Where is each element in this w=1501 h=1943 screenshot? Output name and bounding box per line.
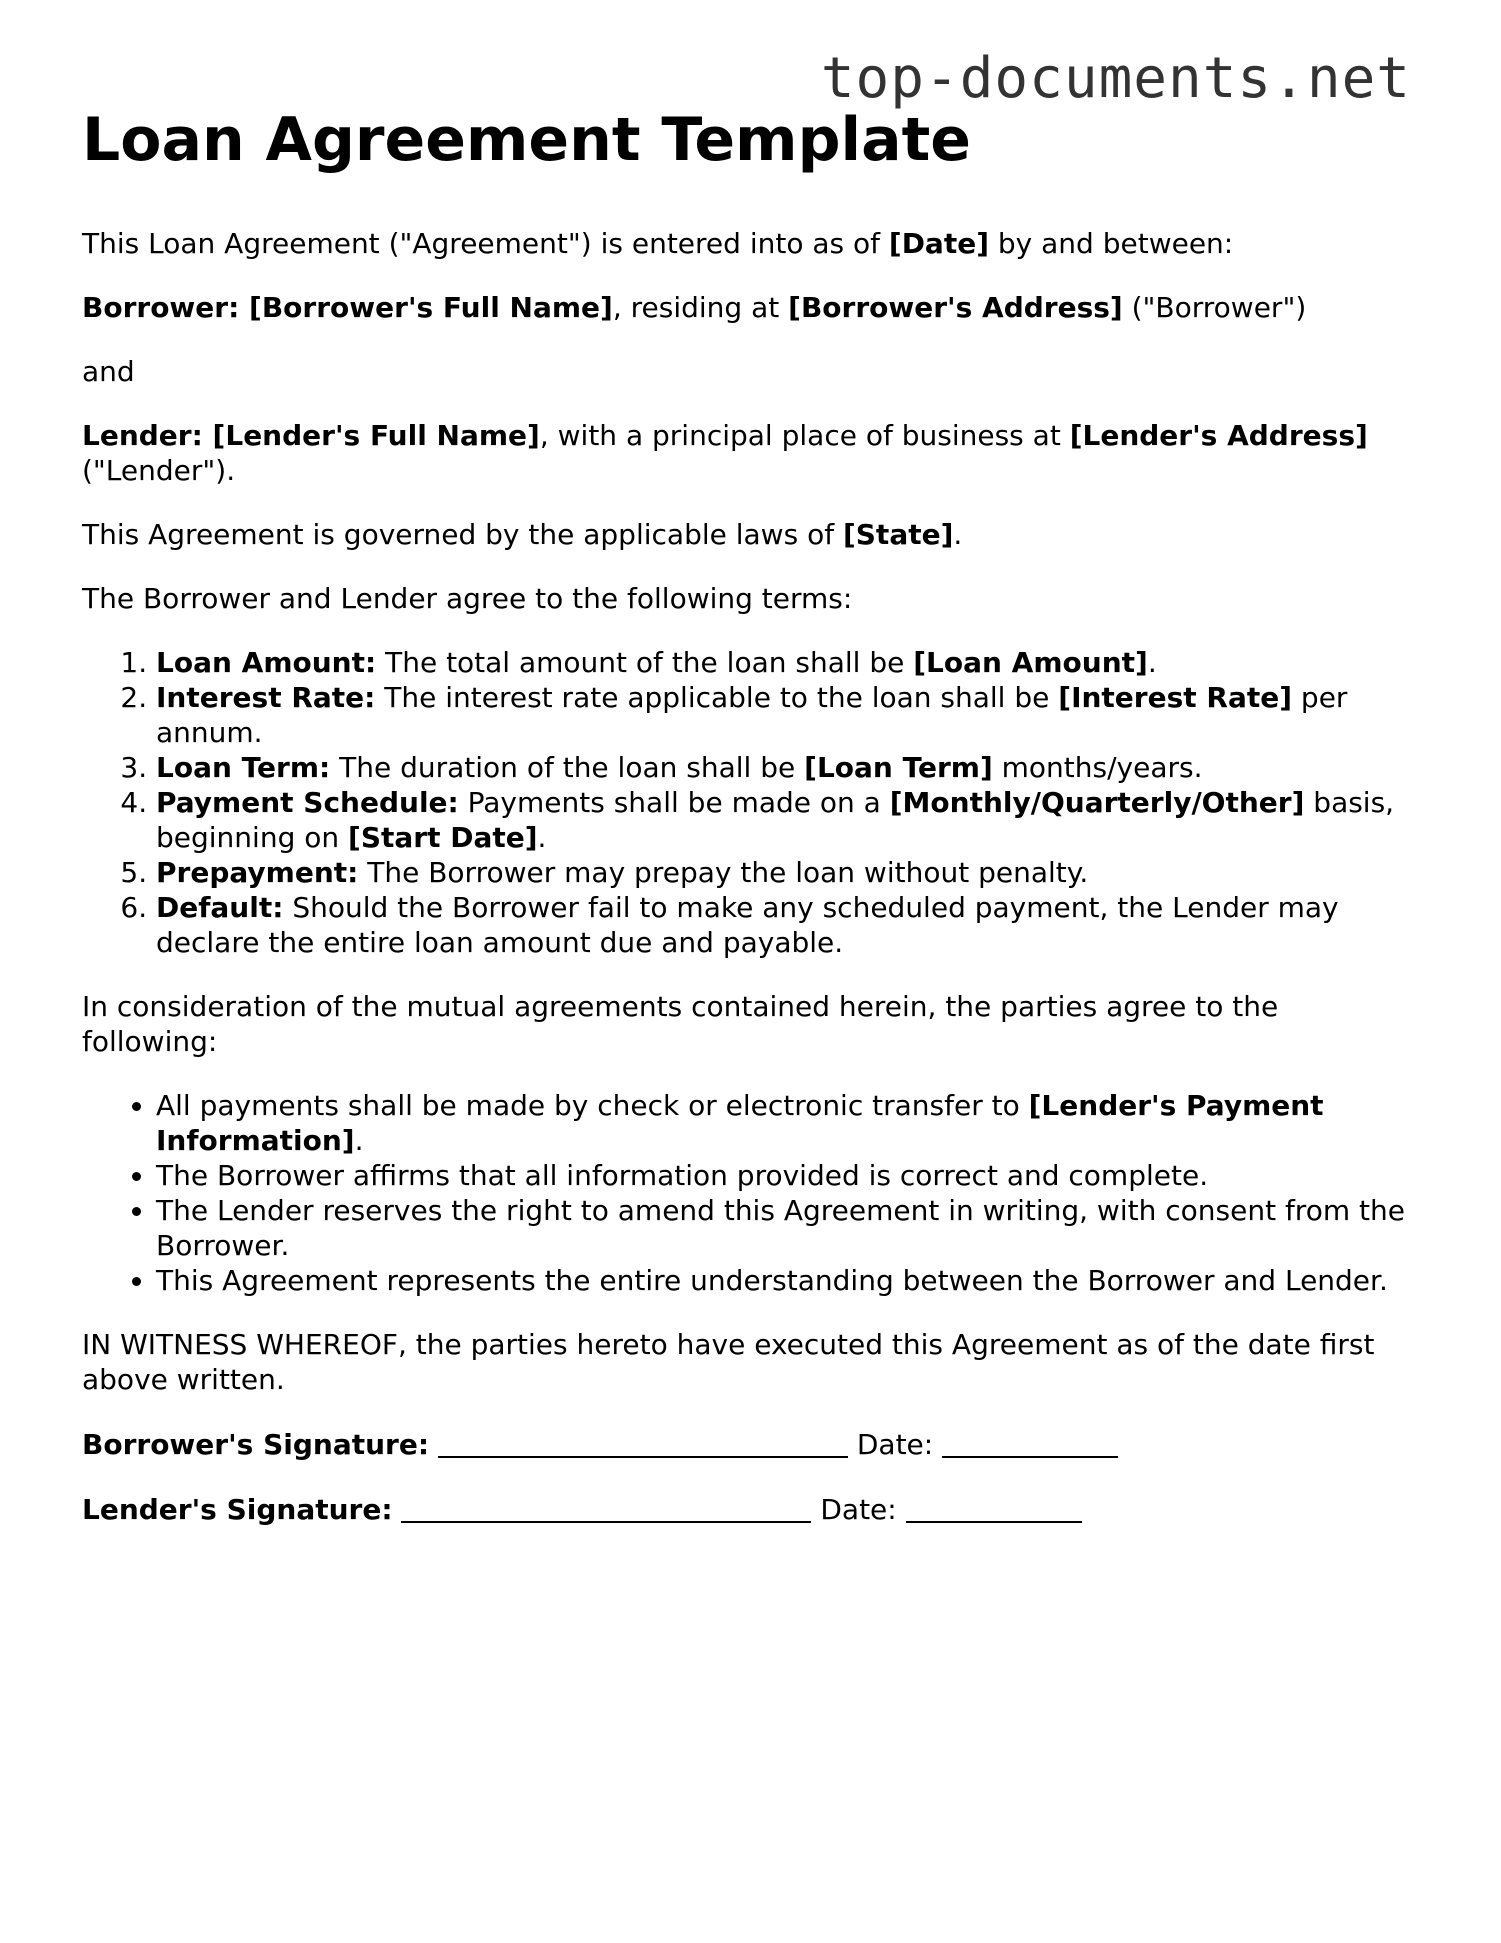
condition-payments: • All payments shall be made by check or electronic transfer to [Lender's Payment Information]. (156, 1088, 1417, 1158)
borrower-address-field: [Borrower's Address] (788, 291, 1123, 324)
condition-affirmation: • The Borrower affirms that all information provided is correct and complete. (156, 1158, 1417, 1193)
term-interest-rate: 2. Interest Rate: The interest rate applicable to the loan shall be [Interest Rate] per annum. (156, 680, 1417, 750)
date-field: [Date] (888, 227, 989, 260)
and-text: and (82, 355, 135, 388)
term-loan-amount: 1. Loan Amount: The total amount of the loan shall be [Loan Amount]. (156, 645, 1417, 680)
borrower-signature-line[interactable] (438, 1426, 848, 1458)
lender-signature-label: Lender's Signature: (82, 1493, 393, 1526)
conditions-list (82, 1088, 1417, 1298)
term-loan-term: 3. Loan Term: The duration of the loan shall be [Loan Term] months/years. (156, 750, 1417, 785)
witness-paragraph: IN WITNESS WHEREOF, the parties hereto have executed this Agreement as of the date first above written. (82, 1328, 1375, 1396)
condition-amendment: • The Lender reserves the right to amend this Agreement in writing, with consent from the Borrower. (156, 1193, 1417, 1263)
watermark: top-documents.net (820, 46, 1411, 111)
lender-date-line[interactable] (906, 1491, 1082, 1523)
term-default: 6. Default: Should the Borrower fail to make any scheduled payment, the Lender may declare the entire loan amount due and payable. (156, 890, 1417, 960)
borrower-signature-row (82, 1426, 1417, 1462)
lender-date-label: Date: (820, 1493, 897, 1526)
lender-name-field: Lender: [Lender's Full Name] (82, 419, 540, 452)
borrower-party: Borrower: [Borrower's Full Name], residing at [Borrower's Address] ("Borrower") (82, 291, 1307, 324)
condition-entire-agreement: • This Agreement represents the entire understanding between the Borrower and Lender. (156, 1263, 1417, 1298)
document-page (82, 100, 1417, 1556)
borrower-date-line[interactable] (942, 1426, 1118, 1458)
borrower-name-field: Borrower: [Borrower's Full Name] (82, 291, 613, 324)
governing-law: This Agreement is governed by the applicable laws of [State]. (82, 518, 963, 551)
terms-list (82, 645, 1417, 960)
term-prepayment: 5. Prepayment: The Borrower may prepay the loan without penalty. (156, 855, 1417, 890)
borrower-signature-label: Borrower's Signature: (82, 1428, 430, 1461)
lender-party: Lender: [Lender's Full Name], with a principal place of business at [Lender's Address] ("Lender"). (82, 419, 1368, 487)
lender-address-field: [Lender's Address] (1069, 419, 1368, 452)
consideration-paragraph: In consideration of the mutual agreements contained herein, the parties agree to the following: (82, 990, 1279, 1058)
borrower-date-label: Date: (856, 1428, 934, 1461)
terms-intro: The Borrower and Lender agree to the following terms: (82, 582, 853, 615)
document-title: Loan Agreement Template (82, 105, 971, 175)
lender-signature-row (82, 1491, 1417, 1527)
state-field: [State] (842, 518, 954, 551)
term-payment-schedule: 4. Payment Schedule: Payments shall be made on a [Monthly/Quarterly/Other] basis, beginning on [Start Date]. (156, 785, 1417, 855)
lender-signature-line[interactable] (401, 1491, 811, 1523)
intro-paragraph: This Loan Agreement ("Agreement") is entered into as of [Date] by and between: (82, 227, 1234, 260)
